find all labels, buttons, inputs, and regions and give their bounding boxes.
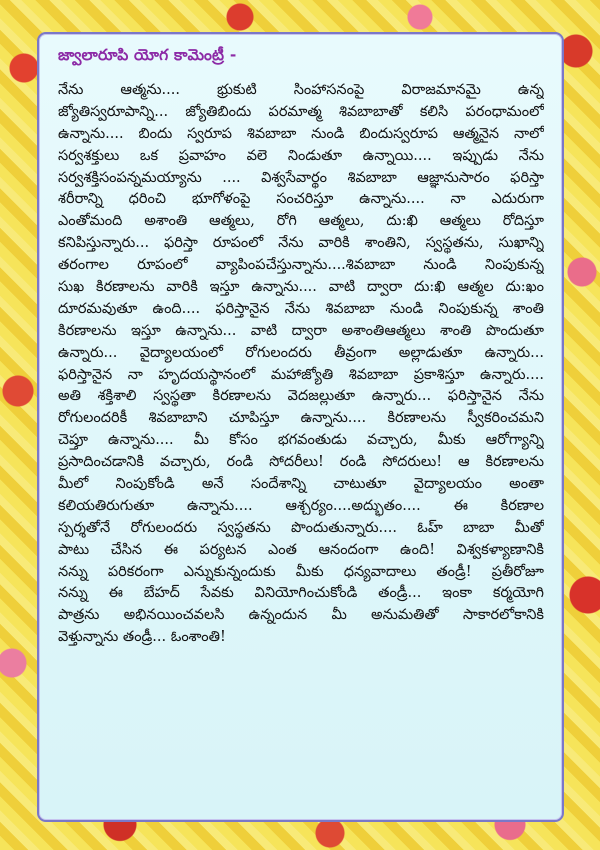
text-line: ఉన్నారు... వైద్యాలయంలో రోగులందరు తీవ్రంగా అల్లాడుతూ ఉన్నారు...: [58, 344, 544, 361]
text-line: స్పర్శతోనే రోగులందరు స్వస్థతను పొందుతున్నారు.... ఓహ్ బాబా మీతో: [58, 519, 544, 536]
text-line: ప్రసాదించడానికి వచ్చారు, రండి సోదరీలు! రండి సోదరులు! ఆ కిరణాలను: [58, 454, 544, 471]
text-line: చెప్తూ ఉన్నాను.... మీ కోసం భగవంతుడు వచ్చారు, మీకు ఆరోగ్యాన్ని: [58, 432, 544, 449]
text-line: కిరణాలను ఇస్తూ ఉన్నాను... వాటి ద్వారా అశాంతిఆత్మలు శాంతి పొందుతూ: [58, 322, 544, 339]
text-line: కనిపిస్తున్నారు... ఫరిస్తా రూపంలో నేను వారికి శాంతిని, స్వస్థతను, సుఖాన్ని: [58, 235, 544, 252]
body-text: [58, 80, 544, 649]
text-line: నన్ను ఈ బేహద్ సేవకు వినియోగించుకోండి తండ్రీ... ఇంకా కర్మయోగి: [58, 585, 544, 602]
text-line: ఉన్నాను.... బిందు స్వరూప శివబాబా నుండి బిందుస్వరూప ఆత్మనైన నాలో: [58, 125, 544, 142]
text-line: సర్వశక్తులు ఒక ప్రవాహం వలె నిండుతూ ఉన్నాయి.... ఇప్పుడు నేను: [58, 147, 544, 164]
text-line: సుఖ కిరణాలను వారికి ఇస్తూ ఉన్నాను.... వాటి ద్వారా దు:ఖి ఆత్మల దు:ఖం: [58, 279, 544, 296]
text-line: కలియతిరుగుతూ ఉన్నాను.... ఆశ్చర్యం....అద్భుతం.... ఈ కిరణాల: [58, 497, 544, 514]
text-line: అతి శక్తిశాలి స్వస్థతా కిరణాలను వెదజల్లుతూ ఉన్నారు... ఫరిస్తానైన నేను: [58, 388, 544, 405]
text-line: తరంగాల రూపంలో వ్యాపింపచేస్తున్నాను....శివబాబా నుండి నింపుకున్న: [58, 257, 544, 274]
text-line: మీలో నింపుకోండి అనే సందేశాన్ని చాటుతూ వైద్యాలయం అంతా: [58, 476, 544, 493]
text-line: వెళ్తున్నాను తండ్రీ... ఓంశాంతి!: [58, 629, 226, 646]
text-line: జ్యోతిస్వరూపాన్ని... జ్యోతిబిందు పరమాత్మ శివబాబాతో కలిసి పరంధామంలో: [58, 103, 544, 120]
text-line: పాటు చేసిన ఈ పర్యటన ఎంత ఆనందంగా ఉంది! విశ్వకళ్యాణానికి: [58, 541, 544, 558]
text-line: పాత్రను అభినయించవలసి ఉన్నందున మీ అనుమతితో సాకారలోకానికి: [58, 607, 544, 624]
content-panel: [37, 32, 564, 822]
text-line: సర్వశక్తిసంపన్నమయ్యాను .... విశ్వసేవార్థం శివబాబా ఆజ్ఞానుసారం ఫరిస్తా: [58, 169, 544, 186]
text-line: ఎంతోమంది అశాంతి ఆత్మలు, రోగి ఆత్మలు, దు:ఖి ఆత్మలు రోదిస్తూ: [58, 213, 544, 230]
text-line: ఫరిస్తానైన నా హృదయస్థానంలో మహాజ్యోతి శివబాబా ప్రకాశిస్తూ ఉన్నారు....: [58, 366, 544, 383]
text-line: నేను ఆత్మను.... భ్రుకుటి సింహాసనంపై విరాజమానమై ఉన్న: [58, 82, 544, 98]
text-line: శరీరాన్ని ధరించి భూగోళంపై సంచరిస్తూ ఉన్నాను.... నా ఎదురుగా: [58, 191, 544, 208]
text-line: రోగులందరికీ శివబాబాని చూపిస్తూ ఉన్నాను.... కిరణాలను స్వీకరించమని: [58, 410, 544, 427]
text-line: నన్ను పరికరంగా ఎన్నుకున్నందుకు మీకు ధన్యవాదాలు తండ్రీ! ప్రతీరోజూ: [58, 563, 544, 580]
page-title: జ్వాలారూపి యోగ కామెంట్రీ -: [58, 46, 237, 64]
text-line: దూరమవుతూ ఉంది.... ఫరిస్తానైన నేను శివబాబా నుండి నింపుకున్న శాంతి: [58, 300, 544, 317]
